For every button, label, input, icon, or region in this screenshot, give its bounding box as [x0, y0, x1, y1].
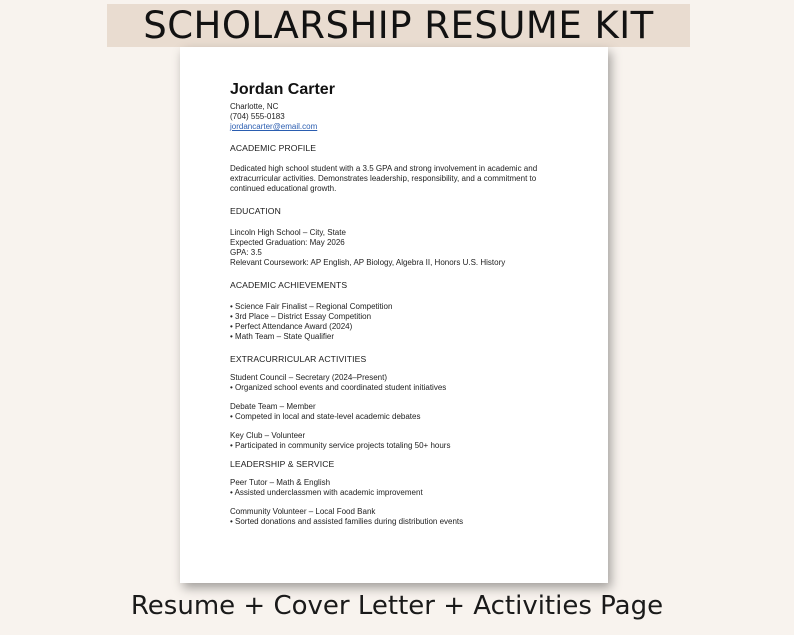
activity-detail: • Participated in community service projects totaling 50+ hours — [230, 441, 451, 450]
leadership-entry — [230, 507, 560, 527]
education-school: Lincoln High School – City, State — [230, 228, 346, 237]
section-heading-achievements: ACADEMIC ACHIEVEMENTS — [230, 280, 348, 290]
list-item: • Perfect Attendance Award (2024) — [230, 322, 353, 331]
footer-caption: Resume + Cover Letter + Activities Page — [130, 591, 664, 621]
education-coursework: Relevant Coursework: AP English, AP Biology, Algebra II, Honors U.S. History — [230, 258, 506, 267]
leadership-detail: • Sorted donations and assisted families during distribution events — [230, 517, 464, 526]
section-heading-leadership: LEADERSHIP & SERVICE — [230, 459, 335, 469]
title-banner — [107, 4, 690, 47]
banner-title: SCHOLARSHIP RESUME KIT — [143, 4, 654, 47]
education-gpa: GPA: 3.5 — [230, 248, 262, 257]
achievements-list — [230, 302, 560, 342]
leadership-entry — [230, 478, 560, 498]
list-item: • Math Team – State Qualifier — [230, 332, 335, 341]
resume-content — [230, 79, 560, 527]
section-heading-profile: ACADEMIC PROFILE — [230, 143, 317, 153]
leadership-title: Community Volunteer – Local Food Bank — [230, 507, 376, 516]
section-heading-education: EDUCATION — [230, 206, 281, 216]
section-heading-extracurricular: EXTRACURRICULAR ACTIVITIES — [230, 354, 367, 364]
activity-entry — [230, 431, 560, 451]
resume-page — [180, 47, 608, 583]
profile-line: Dedicated high school student with a 3.5 GPA and strong involvement in academic and — [230, 164, 538, 173]
activity-title: Student Council – Secretary (2024–Present) — [230, 373, 387, 382]
leadership-detail: • Assisted underclassmen with academic improvement — [230, 488, 423, 497]
leadership-title: Peer Tutor – Math & English — [230, 478, 331, 487]
profile-summary — [230, 164, 560, 194]
education-block — [230, 228, 560, 268]
activity-entry — [230, 373, 560, 393]
list-item: • 3rd Place – District Essay Competition — [230, 312, 372, 321]
candidate-location: Charlotte, NC — [230, 102, 279, 111]
activity-title: Key Club – Volunteer — [230, 431, 306, 440]
activity-entry — [230, 402, 560, 422]
profile-line: continued educational growth. — [230, 184, 337, 193]
activity-detail: • Competed in local and state-level academic debates — [230, 412, 421, 421]
activity-detail: • Organized school events and coordinated student initiatives — [230, 383, 447, 392]
list-item: • Science Fair Finalist – Regional Competition — [230, 302, 393, 311]
candidate-phone: (704) 555-0183 — [230, 112, 285, 121]
education-graduation: Expected Graduation: May 2026 — [230, 238, 345, 247]
activity-title: Debate Team – Member — [230, 402, 316, 411]
profile-line: extracurricular activities. Demonstrates leadership, responsibility, and a commitment to — [230, 174, 537, 183]
candidate-email[interactable]: jordancarter@email.com — [230, 122, 318, 131]
candidate-name: Jordan Carter — [230, 81, 335, 98]
